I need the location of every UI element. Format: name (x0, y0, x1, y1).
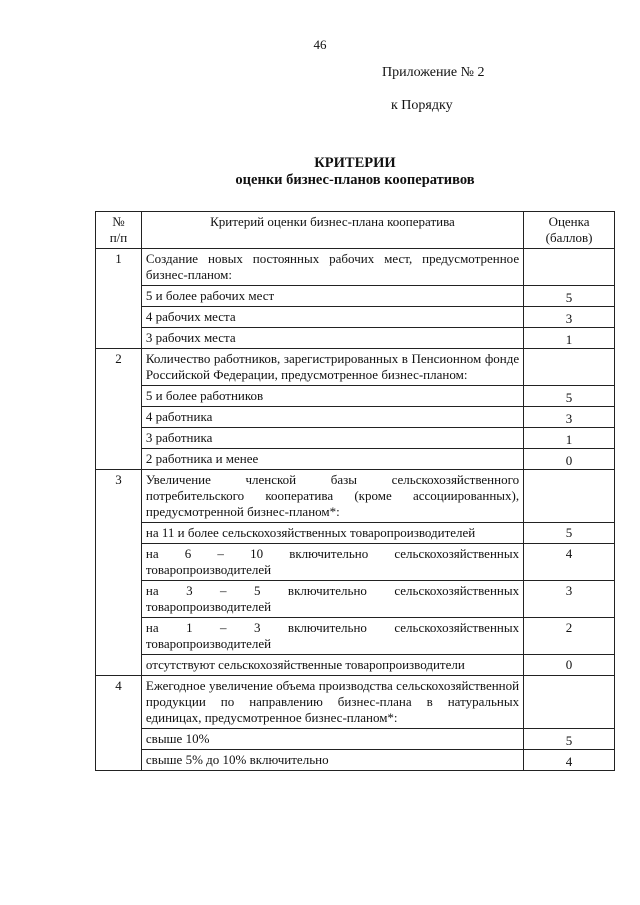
appendix-reference: к Порядку (391, 98, 453, 113)
page-number: 46 (313, 37, 327, 52)
appendix-label: Приложение № 2 (382, 65, 485, 80)
table-row (96, 750, 615, 771)
table-row (96, 407, 615, 428)
option-text: отсутствуют сельскохозяйственные товаропроизводители (141, 655, 523, 676)
group-number: 2 (96, 349, 142, 470)
table-row (96, 286, 615, 307)
table-header-row (96, 212, 615, 249)
document-subtitle: оценки бизнес-планов кооперативов (235, 172, 475, 188)
option-score: 5 (524, 729, 615, 750)
group-number: 4 (96, 676, 142, 771)
option-score: 3 (524, 407, 615, 428)
table-row (96, 307, 615, 328)
table-row (96, 328, 615, 349)
option-text: свыше 10% (141, 729, 523, 750)
table-row (96, 729, 615, 750)
option-score: 4 (524, 750, 615, 771)
option-text: 4 работника (141, 407, 523, 428)
score-cell-empty (524, 349, 615, 386)
option-text: на 6 – 10 включительно сельскохозяйственных товаропроизводителей (141, 544, 523, 581)
header-number: № п/п (96, 212, 142, 249)
option-score: 2 (524, 618, 615, 655)
option-text: 2 работника и менее (141, 449, 523, 470)
group-criterion: Ежегодное увеличение объема производства сельскохозяйственной продукции по направлению бизнес-плана в натуральных единицах, предусмотренное бизнес-планом*: (141, 676, 523, 729)
table-row (96, 544, 615, 581)
option-text: 3 рабочих места (141, 328, 523, 349)
table-row (96, 249, 615, 286)
option-score: 5 (524, 286, 615, 307)
table-row (96, 470, 615, 523)
table-row (96, 581, 615, 618)
option-score: 4 (524, 544, 615, 581)
option-score: 0 (524, 449, 615, 470)
table-row (96, 386, 615, 407)
option-text: на 1 – 3 включительно сельскохозяйственных товаропроизводителей (141, 618, 523, 655)
table-row (96, 428, 615, 449)
score-cell-empty (524, 676, 615, 729)
group-criterion: Увеличение членской базы сельскохозяйственного потребительского кооператива (кроме ассоциированных), предусмотренной бизнес-планом*: (141, 470, 523, 523)
table-row (96, 523, 615, 544)
option-score: 3 (524, 307, 615, 328)
score-cell-empty (524, 470, 615, 523)
option-text: свыше 5% до 10% включительно (141, 750, 523, 771)
option-text: 5 и более работников (141, 386, 523, 407)
table-row (96, 618, 615, 655)
option-score: 5 (524, 386, 615, 407)
option-score: 1 (524, 428, 615, 449)
option-text: на 11 и более сельскохозяйственных товаропроизводителей (141, 523, 523, 544)
group-number: 1 (96, 249, 142, 349)
document-title: КРИТЕРИИ (314, 155, 396, 171)
table-row (96, 655, 615, 676)
option-text: на 3 – 5 включительно сельскохозяйственных товаропроизводителей (141, 581, 523, 618)
option-score: 3 (524, 581, 615, 618)
header-score: Оценка (баллов) (524, 212, 615, 249)
criteria-table (95, 211, 615, 771)
table-row (96, 676, 615, 729)
group-number: 3 (96, 470, 142, 676)
group-criterion: Создание новых постоянных рабочих мест, предусмотренное бизнес-планом: (141, 249, 523, 286)
option-score: 0 (524, 655, 615, 676)
option-text: 5 и более рабочих мест (141, 286, 523, 307)
group-criterion: Количество работников, зарегистрированных в Пенсионном фонде Российской Федерации, предусмотренное бизнес-планом: (141, 349, 523, 386)
score-cell-empty (524, 249, 615, 286)
header-criterion: Критерий оценки бизнес-плана кооператива (141, 212, 523, 249)
option-score: 5 (524, 523, 615, 544)
option-text: 4 рабочих места (141, 307, 523, 328)
table-row (96, 349, 615, 386)
option-score: 1 (524, 328, 615, 349)
option-text: 3 работника (141, 428, 523, 449)
table-row (96, 449, 615, 470)
